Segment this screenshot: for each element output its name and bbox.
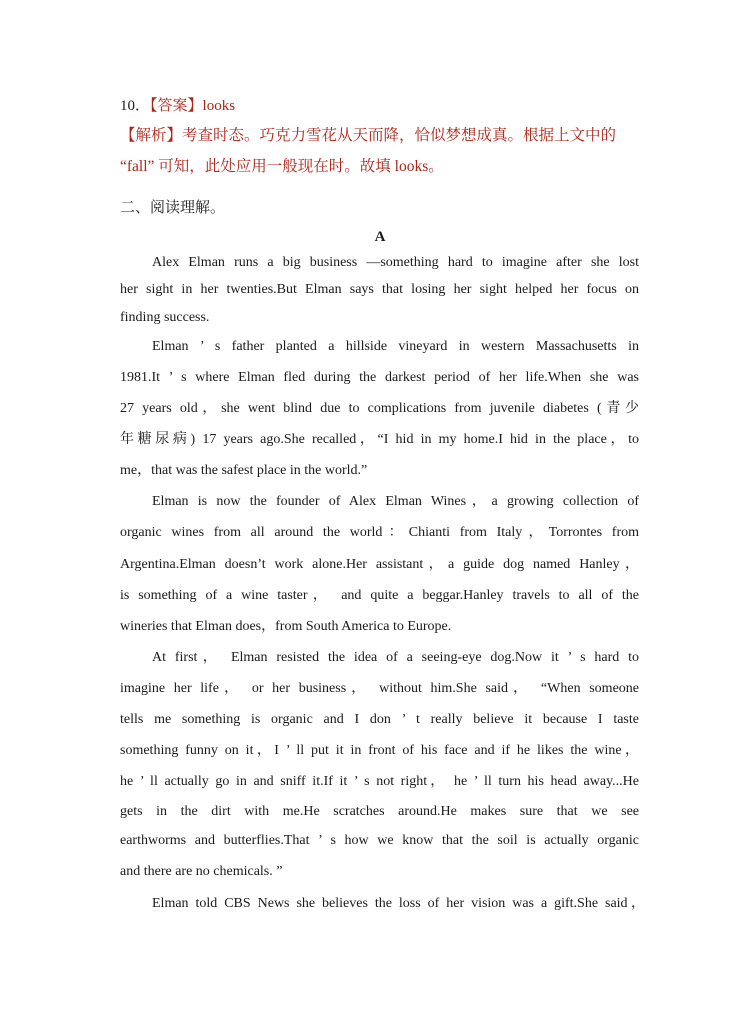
analysis-text-1: 考查时态。巧克力雪花从天而降，恰似梦想成真。根据上文中的 <box>182 127 617 144</box>
passage-line: finding success. <box>120 310 210 325</box>
passage-title: A <box>374 229 386 245</box>
passage-line: gets in the dirt with me.He scratches around.He makes sure that we see <box>120 804 639 819</box>
passage-line: Elman told CBS News she believes the loss of her vision was a gift.She said， <box>152 896 645 911</box>
passage-line: me，that was the safest place in the world.” <box>120 463 368 478</box>
question-number: 10． <box>120 98 151 114</box>
passage-line: something funny on it，I ’ ll put it in front of his face and if he likes the wine， <box>120 743 639 758</box>
passage-line: her sight in her twenties.But Elman says that losing her sight helped her focus on <box>120 282 639 297</box>
passage-line: tells me something is organic and I don ’ t really believe it because I taste <box>120 712 639 727</box>
passage-line: 1981.It ’ s where Elman fled during the darkest period of her life.When she was <box>120 370 639 385</box>
passage-line: Elman is now the founder of Alex Elman Wines，a growing collection of <box>152 494 639 509</box>
analysis-line-1 <box>120 127 639 145</box>
passage-line: Elman ’ s father planted a hillside vineyard in western Massachusetts in <box>152 339 639 354</box>
passage-line: organic wines from all around the world：Chianti from Italy，Torrontes from <box>120 525 639 540</box>
passage-line: is something of a wine taster， and quite a beggar.Hanley travels to all of the <box>120 588 639 603</box>
answer-tag: 【答案】 <box>150 98 203 114</box>
section-heading: 二、阅读理解。 <box>120 200 226 216</box>
analysis-tag: 【解析】 <box>120 127 183 144</box>
passage-line: Alex Elman runs a big business —something hard to imagine after she lost <box>152 255 639 270</box>
passage-line: 27 years old，she went blind due to complications from juvenile diabetes (青少 <box>120 401 639 416</box>
passage-line: and there are no chemicals. ” <box>120 864 283 879</box>
passage-line: earthworms and butterflies.That ’ s how we know that the soil is actually organic <box>120 833 639 848</box>
answer-value: looks <box>202 98 236 114</box>
analysis-line-2: “fall” 可知，此处应用一般现在时。故填 looks。 <box>120 158 444 175</box>
passage-line: Argentina.Elman doesn’t work alone.Her assistant，a guide dog named Hanley， <box>120 557 639 572</box>
passage-line: wineries that Elman does，from South America to Europe. <box>120 619 452 634</box>
passage-line: imagine her life， or her business， without him.She said， “When someone <box>120 681 639 696</box>
passage-line: At first， Elman resisted the idea of a seeing-eye dog.Now it ’ s hard to <box>152 650 639 665</box>
passage-line: 年糖尿病) 17 years ago.She recalled，“I hid in my home.I hid in the place，to <box>120 432 639 447</box>
passage-line: he ’ ll actually go in and sniff it.If it ’ s not right， he ’ ll turn his head away...He <box>120 774 639 789</box>
answer-line <box>120 97 639 115</box>
